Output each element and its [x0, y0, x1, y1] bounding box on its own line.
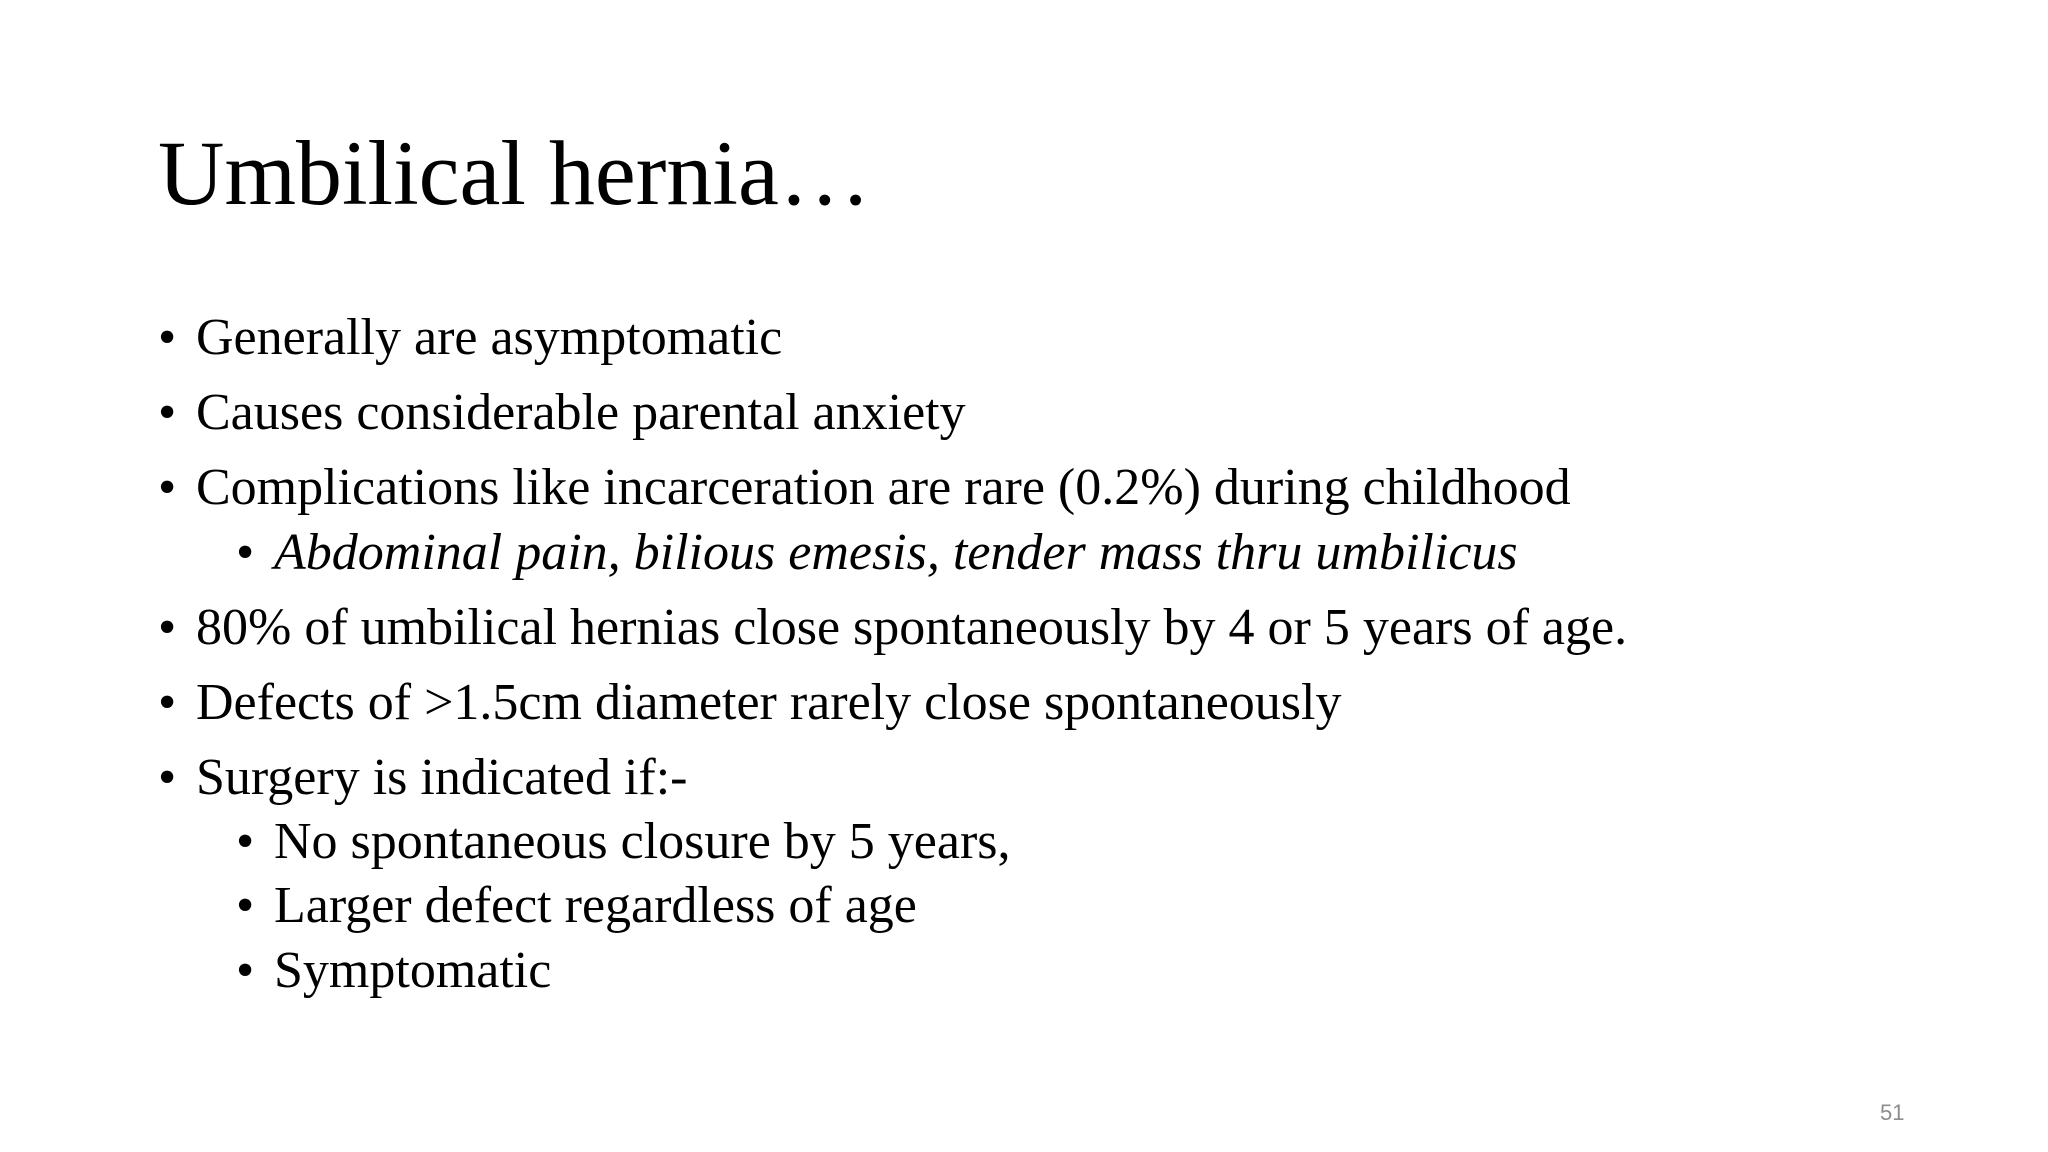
sub-bullet-item [236, 812, 1011, 872]
bullet-icon: • [236, 877, 255, 934]
bullet-text: Complications like incarceration are rare (0.2%) during childhood [196, 459, 1571, 516]
bullet-text: Surgery is indicated if:- [196, 749, 688, 806]
bullet-icon: • [158, 599, 177, 656]
sub-bullet-item [236, 523, 1518, 583]
bullet-item [158, 673, 1341, 733]
bullet-text: Causes considerable parental anxiety [196, 384, 966, 441]
bullet-item [158, 383, 966, 443]
sub-bullet-item [236, 876, 917, 936]
bullet-text: Generally are asymptomatic [196, 309, 783, 366]
slide-title: Umbilical hernia… [158, 122, 871, 224]
sub-bullet-text: No spontaneous closure by 5 years, [274, 813, 1011, 870]
bullet-icon: • [158, 749, 177, 806]
sub-bullet-text: Symptomatic [274, 942, 552, 999]
bullet-icon: • [158, 459, 177, 516]
sub-bullet-text: Larger defect regardless of age [274, 877, 917, 934]
bullet-item [158, 598, 1627, 658]
bullet-icon: • [158, 674, 177, 731]
bullet-item [158, 748, 688, 808]
bullet-icon: • [236, 524, 255, 581]
bullet-icon: • [158, 309, 177, 366]
bullet-icon: • [236, 813, 255, 870]
bullet-icon: • [158, 384, 177, 441]
bullet-item [158, 308, 782, 368]
page-number: 51 [1880, 1100, 1905, 1125]
bullet-text: Defects of >1.5cm diameter rarely close spontaneously [196, 674, 1342, 731]
bullet-text: 80% of umbilical hernias close spontaneously by 4 or 5 years of age. [196, 599, 1628, 656]
sub-bullet-text: Abdominal pain, bilious emesis, tender mass thru umbilicus [274, 524, 1518, 581]
sub-bullet-item [236, 941, 551, 1001]
bullet-icon: • [236, 942, 255, 999]
bullet-item [158, 458, 1571, 518]
